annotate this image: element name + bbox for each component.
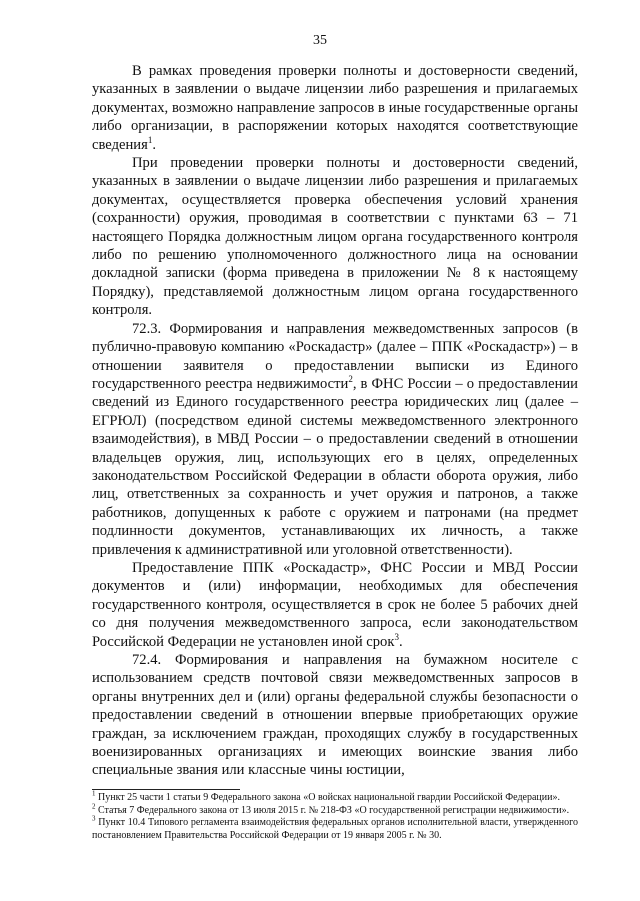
footnote-3: $^3$ Пункт 10.4 Типового регламента взаимодействия федеральных органов исполнительной власти, утвержденного постановлением Правительства Российской Федерации от 19 января 2005 г. № 30. (92, 814, 578, 841)
footnote-ref-2: 2 (348, 374, 353, 385)
footnote-divider (92, 789, 240, 790)
paragraph-72-4: 72.4. Формирования и направления на бумажном носителе с использованием средств почтовой связи межведомственных запросов в органы внутренних дел и (или) органы федеральной службы безопасности о предоставлении сведений в отношении впервые приобретающих оружие граждан, за исключением граждан, проходящих службу в государственных военизированных организациях и имеющих воинские звания либо специальные звания или классные чины юстиции, (92, 652, 578, 779)
page-number: 35 (313, 33, 327, 48)
footnote-1: $^1$ Пункт 25 части 1 статьи 9 Федерального закона «О войсках национальной гвардии Российской Федерации». (92, 789, 560, 803)
paragraph-verification-requests: В рамках проведения проверки полноты и достоверности сведений, указанных в заявлении о выдаче лицензии либо разрешения и прилагаемых документах, возможно направление запросов в иные государственные органы либо организации, в распоряжении которых находятся соответствующие сведения$^1$. (92, 63, 578, 153)
footnote-2: $^2$ Статья 7 Федерального закона от 13 июля 2015 г. № 218-ФЗ «О государственной регистрации недвижимости». (92, 802, 570, 816)
footnotes (92, 789, 578, 842)
paragraph-provision-term: Предоставление ППК «Роскадастр», ФНС России и МВД России документов и (или) информации, необходимых для обеспечения государственного контроля, осуществляется в срок не более 5 рабочих дней со дня получения межведомственного запроса, если законодательством Российской Федерации не установлен иной срок$^3$. (92, 559, 578, 650)
footnote-ref-3: 3 (394, 631, 399, 642)
footnote-ref-1: 1 (147, 134, 153, 145)
paragraph-storage-check: При проведении проверки полноты и достоверности сведений, указанных в заявлении о выдаче лицензии либо разрешения и прилагаемых документах, осуществляется проверка обеспечения условий хранения (сохранности) оружия, проводимая в соответствии с пунктами 63 – 71 настоящего Порядка должностным лицом органа государственного контроля либо по решению уполномоченного должностного лица на основании докладной записки (форма приведена в приложении № 8 к настоящему Порядку), представляемой должностным лицом органа государственного контроля. (92, 155, 578, 319)
body-text (92, 62, 578, 780)
paragraph-72-3: 72.3. Формирования и направления межведомственных запросов (в публично-правовую компанию «Роскадастр» (далее – ППК «Роскадастр») – в отношении заявителя о предоставлении выписки из Единого государственного реестра недвижимости$^2$, в ФНС России – о предоставлении сведений из Единого государственного реестра юридических лиц (далее – ЕГРЮЛ) (посредством единой системы межведомственного электронного взаимодействия), в МВД России – о предоставлении сведений в отношении владельцев оружия, лиц, использующих его в целях, определенных законодательством Российской Федерации в области оборота оружия, либо лиц, ответственных за сохранность и учет оружия и патронов, а также работников, допущенных к работе с оружием и патронами (на предмет подлинности документов, устанавливающих их личность, а также привлечения к административной или уголовной ответственности). (92, 320, 578, 558)
